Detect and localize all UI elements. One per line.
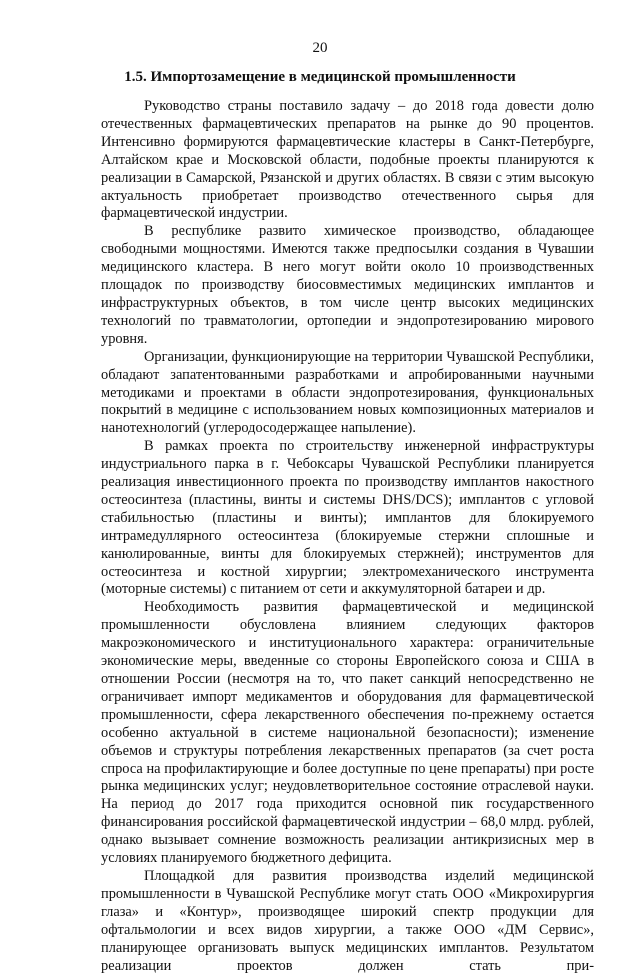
paragraph: Руководство страны поставило задачу – до 2018 года довести долю отечественных фармацевтических препаратов на рынке до 90 процентов. Интенсивно формируются фармацевтические кластеры в Санкт-Петербурге, Алтайском крае и Московской области, подобные проекты планируются к реализации в Самарской, Рязанской и других областях. В связи с этим высокую актуальность приобретает производство отечественного сырья для фармацевтической индустрии. — [101, 98, 594, 222]
page-number: 20 — [312, 40, 328, 56]
paragraph: В республике развито химическое производство, обладающее свободными мощностями. Имеются также предпосылки создания в Чувашии медицинского кластера. В него могут войти около 10 производственных площадок по производству биосовместимых медицинских имплантов и инфраструктурных объектов, в том числе центр высоких медицинских технологий по травматологии, ортопедии и эндопротезированию мирового уровня. — [101, 223, 594, 347]
body-text — [101, 98, 594, 975]
paragraph: В рамках проекта по строительству инженерной инфраструктуры индустриального парка в г. Чебоксары Чувашской Республики планируется реализация инвестиционного проекта по производству имплантов накостного остеосинтеза (пластины, винты и системы DHS/DCS); имплантов с угловой стабильностью (пластины и винты); имплантов для блокируемого интрамедуллярного остеосинтеза (блокируемые стержни сплошные и канюлированные, винты для блокируемых стержней); инструментов для остеосинтеза и костной хирургии; электромеханического инструмента (моторные системы) с питанием от сети и аккумуляторной батареи и др. — [101, 438, 594, 598]
paragraph: Площадкой для развития производства изделий медицинской промышленности в Чувашской Республике могут стать ООО «Микрохирургия глаза» и «Контур», производящее широкий спектр продукции для офтальмологии и всех видов хирургии, а также ООО «ДМ Сервис», планирующее организовать выпуск медицинских имплантов. Результатом реализации проектов должен стать при- — [101, 867, 594, 974]
section-heading: 1.5. Импортозамещение в медицинской промышленности — [124, 69, 516, 85]
paragraph: Организации, функционирующие на территории Чувашской Республики, обладают запатентованными разработками и апробированными научными методиками и проектами в области эндопротезирования, функциональных покрытий в медицине с использованием новых композиционных материалов и нанотехнологий (углеродосодержащее напыление). — [101, 348, 594, 437]
paragraph: Необходимость развития фармацевтической и медицинской промышленности обусловлена влиянием следующих факторов макроэкономического и институционального характера: ограничительные экономические меры, введенные со стороны Европейского союза и США в отношении России (несмотря на то, что пакет санкций непосредственно не ограничивает импорт медикаментов и оборудования для фармацевтической промышленности, сфера лекарственного обеспечения по-прежнему остается особенно актуальной в системе национальной безопасности); изменение объемов и структуры потребления лекарственных препаратов (за счет роста спроса на профилактирующие и более доступные по цене препараты) при росте рынка медицинских услуг; неудовлетворительное состояние отраслевой науки. На период до 2017 года приходится основной пик государственного финансирования российской фармацевтической индустрии – 68,0 млрд. рублей, однако вызывает сомнение возможность реализации антикризисных мер в условиях планируемого бюджетного дефицита. — [101, 599, 594, 867]
